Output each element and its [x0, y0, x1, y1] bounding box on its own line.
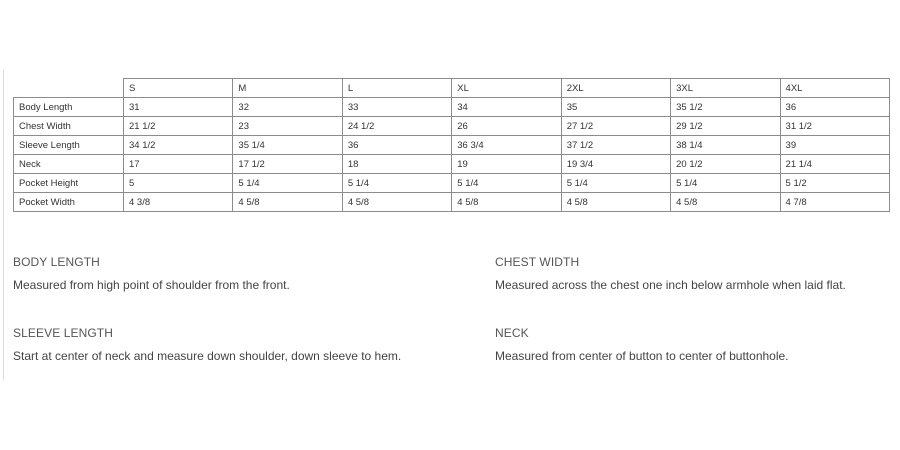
size-header-cell: L	[342, 79, 451, 98]
table-cell: 36	[780, 98, 889, 117]
table-cell: 39	[780, 136, 889, 155]
row-label: Pocket Width	[14, 193, 124, 212]
table-cell: 4 5/8	[671, 193, 780, 212]
row-label: Neck	[14, 155, 124, 174]
definition-title: BODY LENGTH	[13, 255, 100, 269]
definition-title: SLEEVE LENGTH	[13, 326, 114, 340]
table-cell: 18	[342, 155, 451, 174]
table-cell: 5	[124, 174, 233, 193]
definition-text: Measured from high point of shoulder from the front.	[13, 278, 290, 292]
table-cell: 17	[124, 155, 233, 174]
size-header-cell: XL	[452, 79, 561, 98]
table-cell: 29 1/2	[671, 117, 780, 136]
table-cell: 37 1/2	[561, 136, 670, 155]
definition-text: Measured across the chest one inch below armhole when laid flat.	[495, 278, 846, 292]
table-cell: 33	[342, 98, 451, 117]
table-cell: 38 1/4	[671, 136, 780, 155]
size-header-cell: M	[233, 79, 342, 98]
table-cell: 27 1/2	[561, 117, 670, 136]
table-cell: 21 1/2	[124, 117, 233, 136]
table-cell: 4 7/8	[780, 193, 889, 212]
size-header-cell: 2XL	[561, 79, 670, 98]
table-cell: 35 1/4	[233, 136, 342, 155]
table-cell: 31 1/2	[780, 117, 889, 136]
definition-chest-width	[495, 255, 900, 292]
table-cell: 23	[233, 117, 342, 136]
row-label: Pocket Height	[14, 174, 124, 193]
table-cell: 4 5/8	[452, 193, 561, 212]
table-cell: 5 1/4	[233, 174, 342, 193]
definition-title: NECK	[495, 326, 529, 340]
definition-title: CHEST WIDTH	[495, 255, 580, 269]
table-cell: 24 1/2	[342, 117, 451, 136]
table-cell: 4 5/8	[561, 193, 670, 212]
table-cell: 34	[452, 98, 561, 117]
table-cell: 17 1/2	[233, 155, 342, 174]
table-cell: 21 1/4	[780, 155, 889, 174]
table-cell: 35 1/2	[671, 98, 780, 117]
table-cell: 4 3/8	[124, 193, 233, 212]
table-cell: 26	[452, 117, 561, 136]
table-cell: 5 1/4	[452, 174, 561, 193]
table-cell: 4 5/8	[233, 193, 342, 212]
table-cell: 34 1/2	[124, 136, 233, 155]
table-cell: 31	[124, 98, 233, 117]
table-cell: 36 3/4	[452, 136, 561, 155]
definition-text: Measured from center of button to center of buttonhole.	[495, 349, 789, 363]
table-cell: 36	[342, 136, 451, 155]
definition-sleeve-length	[13, 326, 433, 363]
table-cell: 5 1/4	[671, 174, 780, 193]
row-label: Sleeve Length	[14, 136, 124, 155]
table-cell: 5 1/4	[342, 174, 451, 193]
size-header-cell: S	[124, 79, 233, 98]
size-header-cell: 4XL	[780, 79, 889, 98]
size-header-cell: 3XL	[671, 79, 780, 98]
definition-neck	[495, 326, 900, 363]
table-cell: 19 3/4	[561, 155, 670, 174]
row-label: Body Length	[14, 98, 124, 117]
definition-text: Start at center of neck and measure down shoulder, down sleeve to hem.	[13, 349, 402, 363]
table-cell: 5 1/4	[561, 174, 670, 193]
table-cell: 5 1/2	[780, 174, 889, 193]
table-cell: 4 5/8	[342, 193, 451, 212]
table-cell: 32	[233, 98, 342, 117]
table-cell: 35	[561, 98, 670, 117]
table-cell: 20 1/2	[671, 155, 780, 174]
row-label: Chest Width	[14, 117, 124, 136]
table-cell: 19	[452, 155, 561, 174]
definition-body-length	[13, 255, 433, 292]
